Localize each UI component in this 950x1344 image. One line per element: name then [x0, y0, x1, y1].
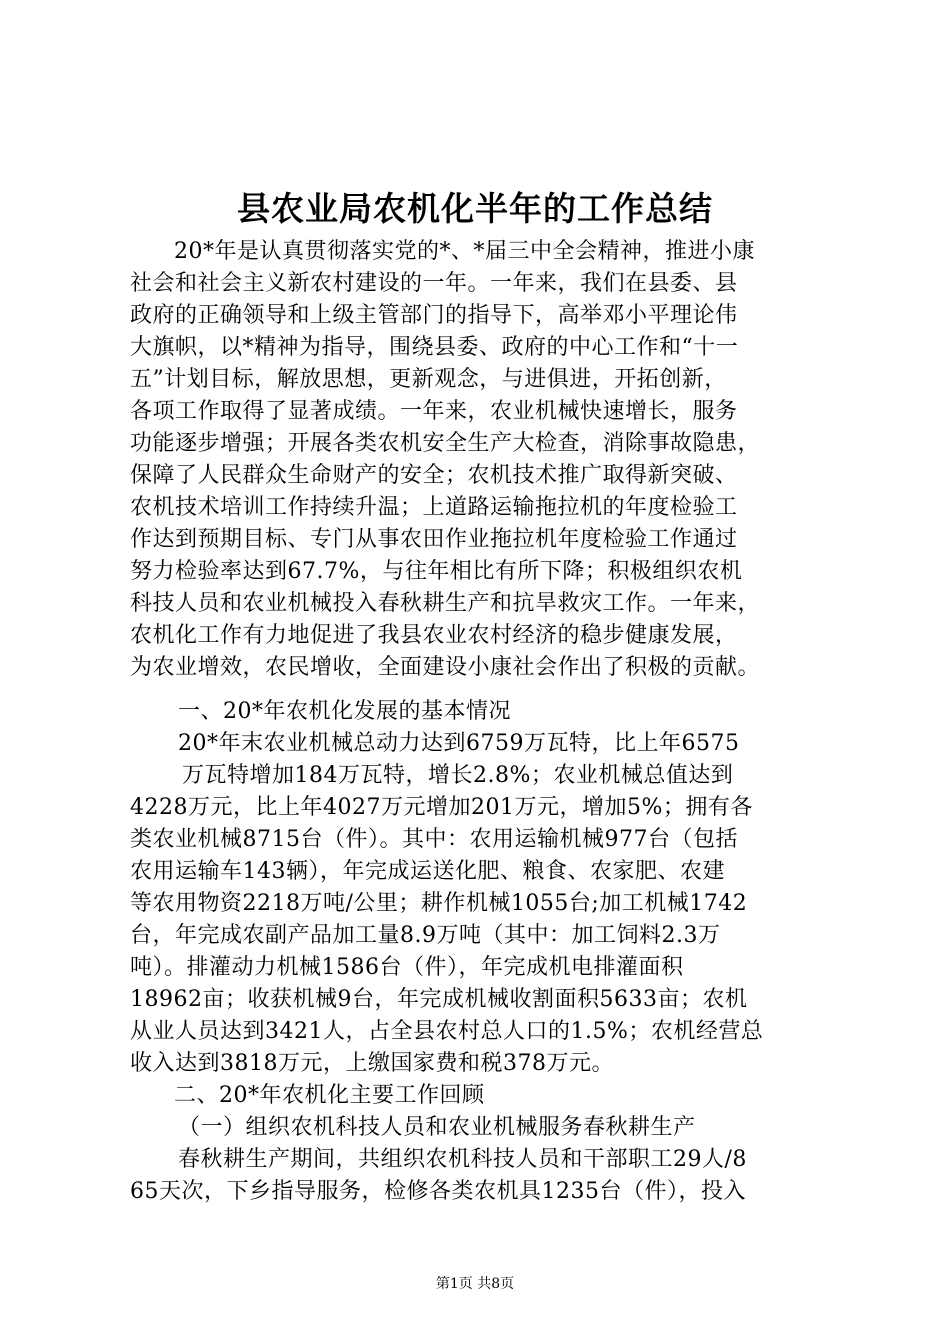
text-line: 万瓦特增加184万瓦特，增长2.8%；农业机械总值达到 — [182, 763, 734, 788]
text-line: 台，年完成农副产品加工量8.9万吨（其中：加工饲料2.3万 — [130, 923, 721, 948]
text-line: 类农业机械8715台（件）。其中：农用运输机械977台（包括 — [130, 827, 738, 852]
text-line: 功能逐步增强；开展各类农机安全生产大检查，消除事故隐患， — [130, 431, 761, 456]
text-line: 农机技术培训工作持续升温；上道路运输拖拉机的年度检验工 — [130, 495, 738, 520]
text-line: 五”计划目标，解放思想，更新观念，与进俱进，开拓创新， — [130, 367, 727, 392]
text-line: 从业人员达到3421人，占全县农村总人口的1.5%；农机经营总 — [130, 1019, 764, 1044]
text-line: 吨）。排灌动力机械1586台（件），年完成机电排灌面积 — [130, 955, 684, 980]
text-line: 春秋耕生产期间，共组织农机科技人员和干部职工29人/8 — [178, 1147, 747, 1172]
text-line: 20*年是认真贯彻落实党的*、*届三中全会精神，推进小康 — [174, 239, 755, 264]
text-line: 为农业增效，农民增收，全面建设小康社会作出了积极的贡献。 — [130, 655, 761, 680]
text-line: 20*年末农业机械总动力达到6759万瓦特，比上年6575 — [178, 731, 740, 756]
text-line: 科技人员和农业机械投入春秋耕生产和抗旱救灾工作。一年来， — [130, 591, 761, 616]
text-line: 农机化工作有力地促进了我县农业农村经济的稳步健康发展， — [130, 623, 738, 648]
text-line: 65天次，下乡指导服务，检修各类农机具1235台（件），投入 — [130, 1179, 746, 1204]
text-line: 保障了人民群众生命财产的安全；农机技术推广取得新突破、 — [130, 463, 738, 488]
page-footer: 第1页 共8页 — [435, 1276, 515, 1292]
text-line: 作达到预期目标、专门从事农田作业拖拉机年度检验工作通过 — [130, 527, 738, 552]
section-heading: 二、20*年农机化主要工作回顾 — [174, 1083, 485, 1108]
text-line: 努力检验率达到67.7%，与往年相比有所下降；积极组织农机 — [130, 559, 743, 584]
text-line: 各项工作取得了显著成绩。一年来，农业机械快速增长，服务 — [130, 399, 738, 424]
subsection-heading: （一）组织农机科技人员和农业机械服务春秋耕生产 — [178, 1115, 696, 1140]
text-line: 收入达到3818万元，上缴国家费和税378万元。 — [130, 1051, 614, 1076]
text-line: 18962亩；收获机械9台，年完成机械收割面积5633亩；农机 — [130, 987, 748, 1012]
text-line: 政府的正确领导和上级主管部门的指导下，高举邓小平理论伟 — [130, 303, 738, 328]
document-title: 县农业局农机化半年的工作总结 — [237, 189, 713, 228]
text-line: 大旗帜，以*精神为指导，围绕县委、政府的中心工作和“十一 — [130, 335, 739, 360]
text-line: 农用运输车143辆），年完成运送化肥、粮食、农家肥、农建 — [130, 859, 725, 884]
text-line: 4228万元，比上年4027万元增加201万元，增加5%；拥有各 — [130, 795, 753, 820]
text-line: 等农用物资2218万吨/公里；耕作机械1055台;加工机械1742 — [130, 891, 748, 916]
text-line: 社会和社会主义新农村建设的一年。一年来，我们在县委、县 — [130, 271, 738, 296]
section-heading: 一、20*年农机化发展的基本情况 — [178, 699, 511, 724]
